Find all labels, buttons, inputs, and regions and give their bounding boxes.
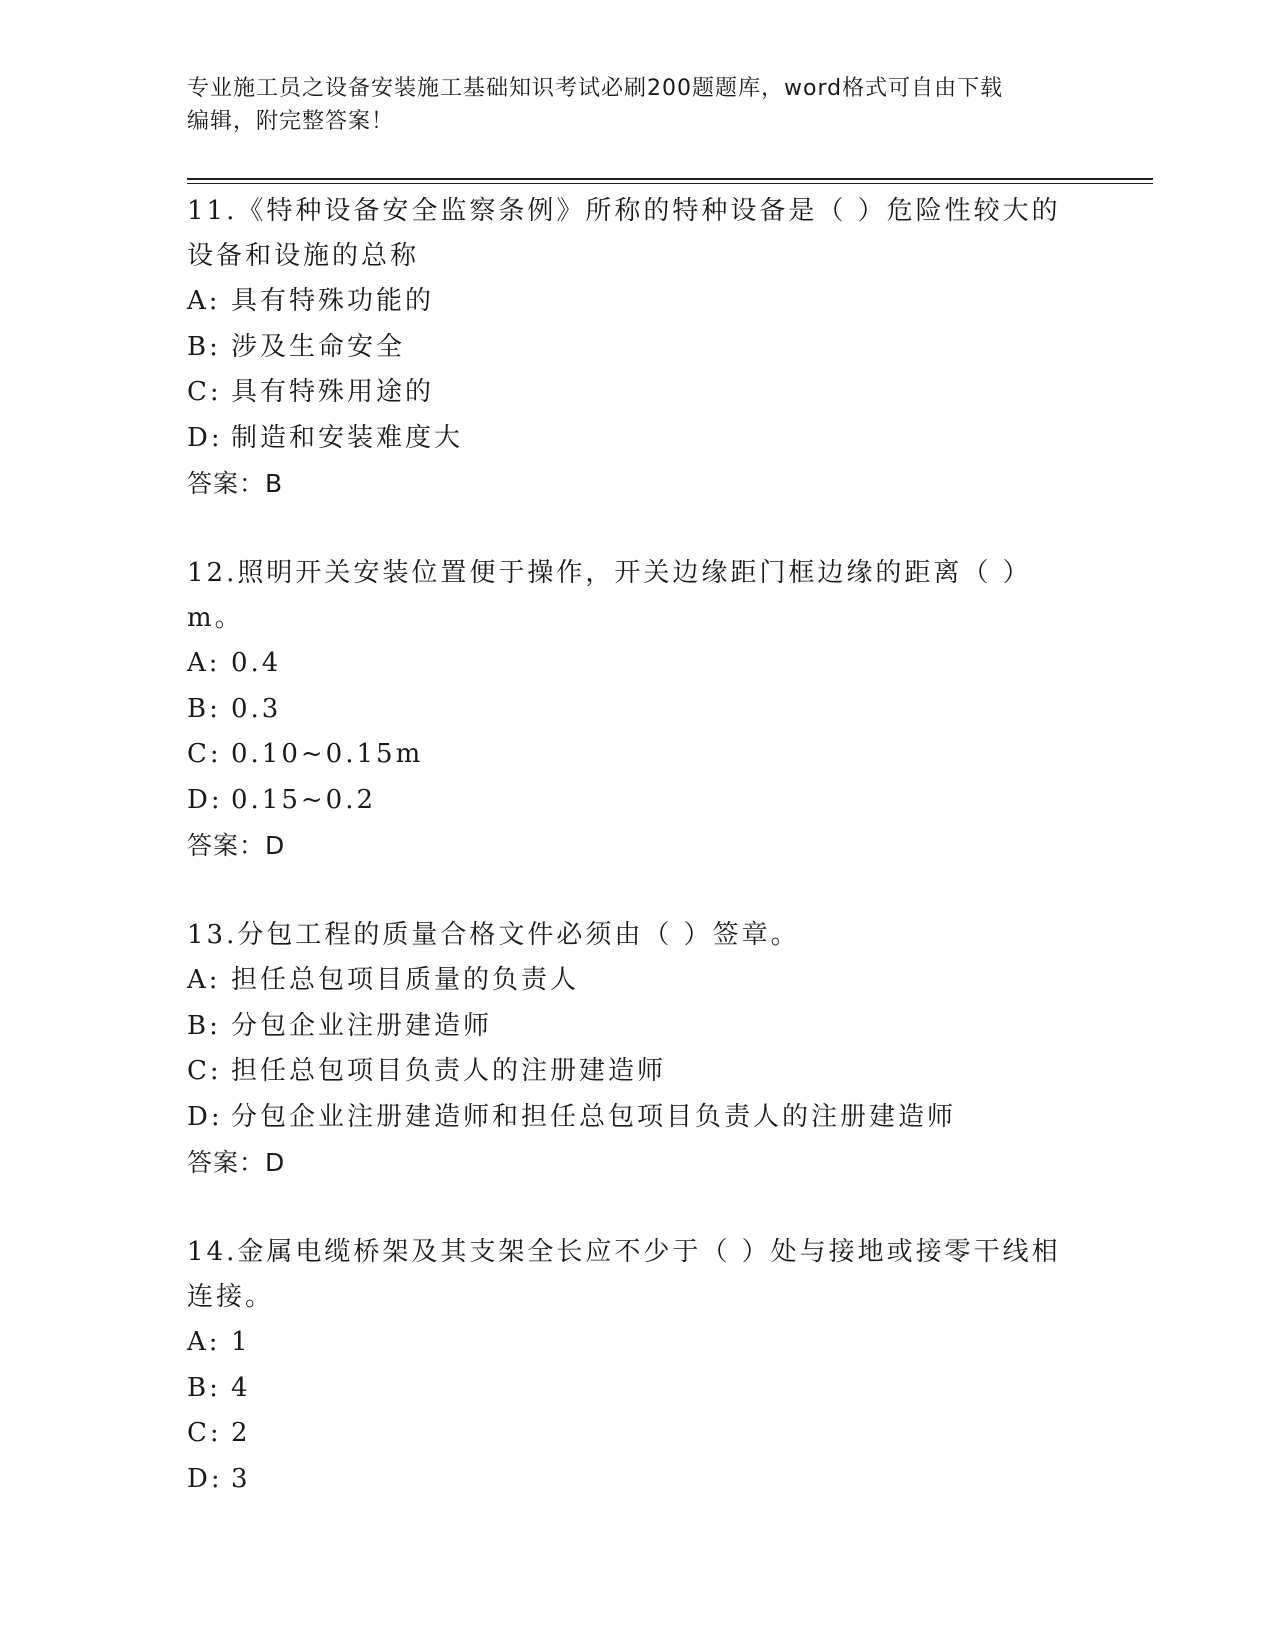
question-12 xyxy=(187,551,1087,868)
option-c xyxy=(187,1049,1087,1095)
option-label: C: xyxy=(187,1056,222,1086)
option-label: B: xyxy=(187,1010,221,1041)
option-label: B: xyxy=(187,1372,221,1403)
header-divider-thin xyxy=(187,183,1153,184)
option-label: B: xyxy=(187,331,221,362)
question-list xyxy=(187,189,1087,1547)
option-label: D: xyxy=(187,422,223,453)
question-stem-line: 12.照明开关安装位置便于操作，开关边缘距门框边缘的距离（ ）m。 xyxy=(187,558,1032,633)
answer-line: 答案：D xyxy=(187,831,286,860)
option-label: A: xyxy=(187,965,221,995)
option-a xyxy=(187,641,1087,687)
option-d xyxy=(187,778,1087,824)
option-label: C: xyxy=(187,1418,222,1448)
option-label: A: xyxy=(187,286,221,316)
option-text: 4 xyxy=(231,1372,251,1403)
option-text: 1 xyxy=(231,1327,251,1357)
option-c xyxy=(187,732,1087,778)
option-text: 3 xyxy=(231,1463,251,1494)
option-c xyxy=(187,370,1087,416)
option-d xyxy=(187,1095,1087,1141)
document-header xyxy=(187,72,1087,138)
option-text: 0.4 xyxy=(231,648,282,678)
option-text: 0.3 xyxy=(231,693,282,724)
answer-line: 答案：B xyxy=(187,469,284,498)
answer-line: 答案：D xyxy=(187,1148,286,1177)
option-text: 0.15~0.2 xyxy=(231,784,377,815)
question-11 xyxy=(187,189,1087,506)
header-line-2: 编辑，附完整答案！ xyxy=(187,109,395,134)
option-label: D: xyxy=(187,784,223,815)
option-text: 制造和安装难度大 xyxy=(231,422,464,453)
option-label: B: xyxy=(187,693,221,724)
option-text: 具有特殊用途的 xyxy=(231,377,435,407)
option-label: D: xyxy=(187,1101,223,1132)
option-label: D: xyxy=(187,1463,223,1494)
question-stem-line: 设备和设施的总称 xyxy=(187,241,420,271)
option-c xyxy=(187,1411,1087,1457)
option-text: 分包企业注册建造师和担任总包项目负责人的注册建造师 xyxy=(231,1101,957,1132)
option-b xyxy=(187,1366,1087,1412)
option-label: C: xyxy=(187,377,222,407)
option-a xyxy=(187,958,1087,1004)
option-label: A: xyxy=(187,1327,221,1357)
option-a xyxy=(187,1320,1087,1366)
option-text: 担任总包项目质量的负责人 xyxy=(231,965,580,995)
option-d xyxy=(187,416,1087,462)
option-a xyxy=(187,279,1087,325)
option-text: 担任总包项目负责人的注册建造师 xyxy=(231,1056,667,1086)
question-13 xyxy=(187,913,1087,1185)
option-text: 0.10~0.15m xyxy=(231,739,424,769)
question-stem-line: 连接。 xyxy=(187,1282,275,1312)
option-b xyxy=(187,1004,1087,1050)
header-divider-thick xyxy=(187,178,1153,180)
option-label: A: xyxy=(187,648,221,678)
option-b xyxy=(187,687,1087,733)
option-text: 涉及生命安全 xyxy=(231,331,406,362)
option-b xyxy=(187,325,1087,371)
option-d xyxy=(187,1457,1087,1503)
question-stem-line: 13.分包工程的质量合格文件必须由（ ）签章。 xyxy=(187,920,800,950)
option-text: 具有特殊功能的 xyxy=(231,286,435,316)
option-label: C: xyxy=(187,739,222,769)
question-stem-line: 14.金属电缆桥架及其支架全长应不少于（ ）处与接地或接零干线相 xyxy=(187,1237,1061,1267)
question-14 xyxy=(187,1230,1087,1502)
question-stem-line: 11.《特种设备安全监察条例》所称的特种设备是（ ）危险性较大的 xyxy=(187,196,1061,226)
option-text: 2 xyxy=(231,1418,251,1448)
option-text: 分包企业注册建造师 xyxy=(231,1010,493,1041)
header-line-1: 专业施工员之设备安装施工基础知识考试必刷200题题库，word格式可自由下载 xyxy=(187,76,1004,101)
